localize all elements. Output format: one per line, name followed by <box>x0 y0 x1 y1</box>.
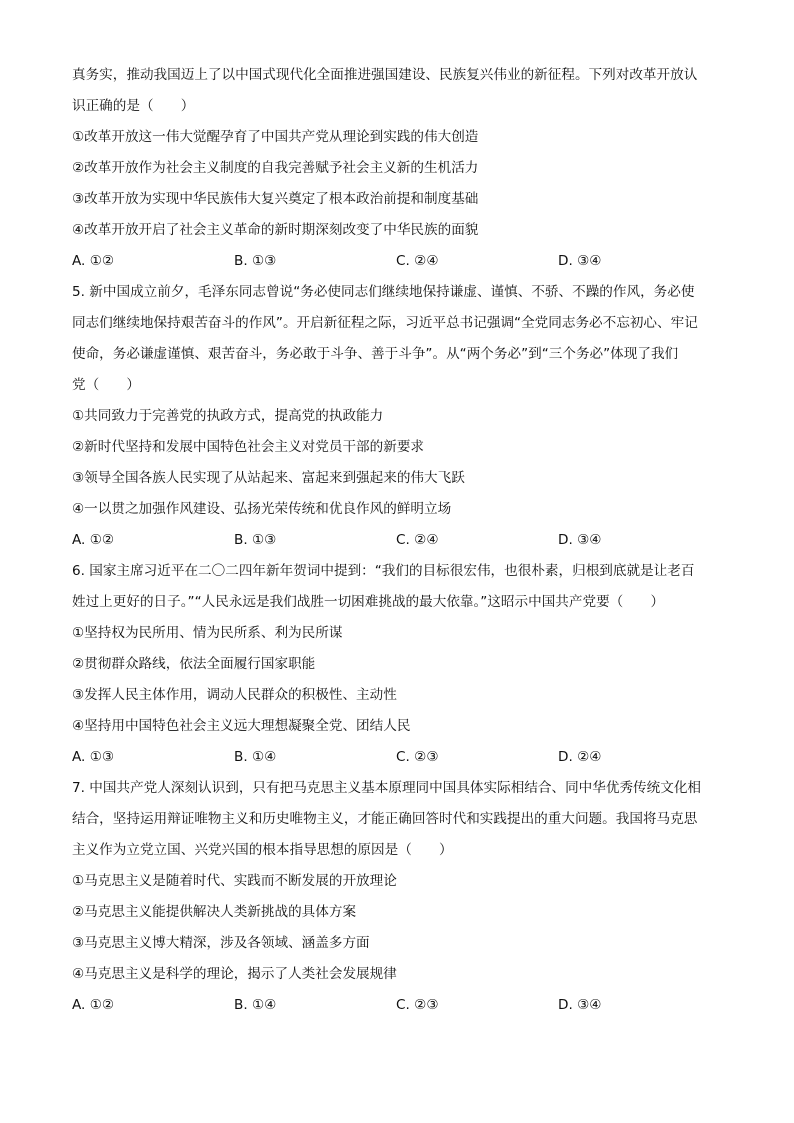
option-a: A. ①② <box>72 532 115 548</box>
question-6 <box>72 556 732 773</box>
option-d: D. ③④ <box>558 532 602 548</box>
question-stem-line: 党（ ） <box>72 377 140 393</box>
answer-options <box>72 990 732 1021</box>
question-5 <box>72 277 732 556</box>
statement-1: ①马克思主义是随着时代、实践而不断发展的开放理论 <box>72 873 397 889</box>
statement-4: ④马克思主义是科学的理论，揭示了人类社会发展规律 <box>72 966 397 982</box>
statement-1: ①坚持权为民所用、情为民所系、利为民所谋 <box>72 625 343 641</box>
question-stem-line: 7. 中国共产党人深刻认识到，只有把马克思主义基本原理同中国具体实际相结合、同中华优秀传统文化相 <box>72 780 702 796</box>
statement-1: ①共同致力于完善党的执政方式，提高党的执政能力 <box>72 408 384 424</box>
option-b: B. ①③ <box>234 253 277 269</box>
option-a: A. ①② <box>72 253 115 269</box>
statement-3: ③改革开放为实现中华民族伟大复兴奠定了根本政治前提和制度基础 <box>72 191 479 207</box>
question-stem-line: 6. 国家主席习近平在二〇二四年新年贺词中提到：“我们的目标很宏伟，也很朴素，归根到底就是让老百 <box>72 563 695 579</box>
answer-options <box>72 742 732 773</box>
statement-1: ①改革开放这一伟大觉醒孕育了中国共产党从理论到实践的伟大创造 <box>72 129 479 145</box>
answer-options <box>72 525 732 556</box>
option-b: B. ①④ <box>234 997 277 1013</box>
exam-page <box>72 60 732 1021</box>
answer-options <box>72 246 732 277</box>
option-c: C. ②③ <box>396 749 439 765</box>
question-4 <box>72 60 732 277</box>
option-d: D. ③④ <box>558 253 602 269</box>
option-c: C. ②③ <box>396 997 439 1013</box>
option-d: D. ②④ <box>558 749 602 765</box>
statement-4: ④一以贯之加强作风建设、弘扬光荣传统和优良作风的鲜明立场 <box>72 501 452 517</box>
question-stem-line: 结合，坚持运用辩证唯物主义和历史唯物主义，才能正确回答时代和实践提出的重大问题。我国将马克思 <box>72 811 698 827</box>
option-a: A. ①② <box>72 997 115 1013</box>
statement-4: ④坚持用中国特色社会主义远大理想凝聚全党、团结人民 <box>72 718 411 734</box>
option-c: C. ②④ <box>396 532 439 548</box>
option-c: C. ②④ <box>396 253 439 269</box>
statement-2: ②改革开放作为社会主义制度的自我完善赋予社会主义新的生机活力 <box>72 160 479 176</box>
question-7 <box>72 773 732 1021</box>
statement-2: ②马克思主义能提供解决人类新挑战的具体方案 <box>72 904 357 920</box>
statement-3: ③马克思主义博大精深，涉及各领域、涵盖多方面 <box>72 935 370 951</box>
statement-2: ②新时代坚持和发展中国特色社会主义对党员干部的新要求 <box>72 439 425 455</box>
question-stem-line: 同志们继续地保持艰苦奋斗的作风”。开启新征程之际，习近平总书记强调“全党同志务必不忘初心、牢记 <box>72 315 698 331</box>
option-b: B. ①③ <box>234 532 277 548</box>
question-stem-line: 识正确的是（ ） <box>72 98 195 114</box>
statement-2: ②贯彻群众路线，依法全面履行国家职能 <box>72 656 316 672</box>
statement-3: ③发挥人民主体作用，调动人民群众的积极性、主动性 <box>72 687 397 703</box>
question-stem-line: 姓过上更好的日子。”“人民永远是我们战胜一切困难挑战的最大依靠。”这昭示中国共产党要（ ） <box>72 594 665 610</box>
option-d: D. ③④ <box>558 997 602 1013</box>
question-stem-line: 5. 新中国成立前夕，毛泽东同志曾说“务必使同志们继续地保持谦虚、谨慎、不骄、不躁的作风，务必使 <box>72 284 695 300</box>
question-stem-line: 使命，务必谦虚谨慎、艰苦奋斗，务必敢于斗争、善于斗争”。从“两个务必”到“三个务必”体现了我们 <box>72 346 679 362</box>
statement-3: ③领导全国各族人民实现了从站起来、富起来到强起来的伟大飞跃 <box>72 470 465 486</box>
question-stem-line: 主义作为立党立国、兴党兴国的根本指导思想的原因是（ ） <box>72 842 453 858</box>
option-b: B. ①④ <box>234 749 277 765</box>
statement-4: ④改革开放开启了社会主义革命的新时期深刻改变了中华民族的面貌 <box>72 222 479 238</box>
option-a: A. ①③ <box>72 749 115 765</box>
question-stem-line: 真务实，推动我国迈上了以中国式现代化全面推进强国建设、民族复兴伟业的新征程。下列对改革开放认 <box>72 67 698 83</box>
